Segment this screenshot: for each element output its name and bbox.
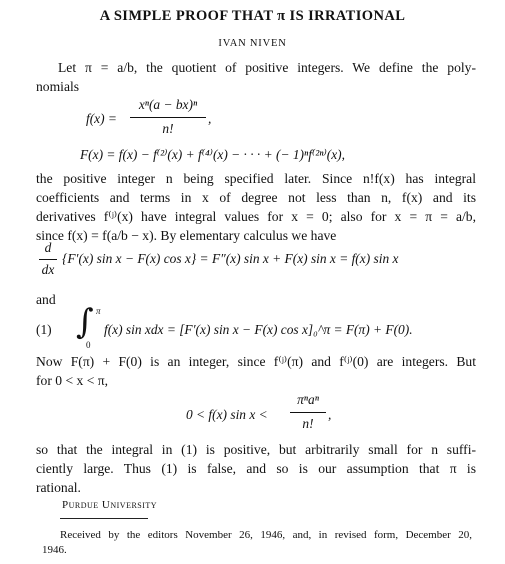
- conclusion-line-2: ciently large. Thus (1) is false, and so is our assumption that π is: [36, 461, 476, 476]
- eq1-numerator: xⁿ(a − bx)ⁿ: [138, 97, 198, 112]
- intro-line-1: Let π = a/b, the quotient of positive integers. We define the poly-: [58, 60, 476, 75]
- eq3-body: {F′(x) sin x − F(x) cos x} = F″(x) sin x + F(x) sin x = f(x) sin x: [62, 251, 399, 266]
- inequality-denominator: n!: [302, 416, 314, 431]
- body-line-3: derivatives f⁽ʲ⁾(x) have integral values for x = 0; also for x = π = a/b,: [36, 209, 476, 224]
- eq1-comma: ,: [208, 111, 212, 126]
- footnote: [42, 528, 472, 558]
- conclusion-paragraph: [36, 440, 476, 497]
- eq4-body: f(x) sin xdx = [F′(x) sin x − F(x) cos x]₀^π = F(π) + F(0).: [104, 322, 413, 337]
- inequality-comma: ,: [328, 407, 332, 422]
- inequality-numerator: πⁿaⁿ: [297, 392, 319, 407]
- eq3-fraction-bar: [39, 259, 57, 260]
- body-line-2: coefficients and terms in x of degree not less than n, f(x) and its: [36, 190, 476, 205]
- intro-line-2: nomials: [36, 79, 80, 94]
- footnote-line-2: 1946.: [42, 544, 67, 556]
- footnote-line-1: Received by the editors November 26, 1946, and, in revised form, December 20,: [60, 529, 472, 541]
- eq4-label: (1): [36, 322, 52, 337]
- eq1-denominator: n!: [162, 121, 174, 136]
- eq4-upper-limit: π: [96, 306, 101, 316]
- footnote-divider: [60, 518, 148, 519]
- body-paragraph: [36, 169, 476, 245]
- now-line-2: for 0 < x < π,: [36, 373, 109, 388]
- eq3-d: d: [44, 240, 52, 255]
- inequality-fraction-bar: [290, 412, 326, 413]
- now-paragraph: [36, 352, 476, 390]
- author-name: IVAN NIVEN: [218, 38, 287, 49]
- body-line-1: the positive integer n being specified later. Since n!f(x) has integral: [36, 171, 476, 186]
- and-text: and: [36, 292, 56, 307]
- body-line-4: since f(x) = f(a/b − x). By elementary calculus we have: [36, 228, 337, 243]
- eq3-dx: dx: [41, 262, 55, 277]
- conclusion-line-1: so that the integral in (1) is positive, but arbitrarily small for n suffi-: [36, 442, 476, 457]
- eq4-lower-limit: 0: [86, 340, 91, 350]
- eq1-fraction-bar: [130, 117, 206, 118]
- conclusion-line-3: rational.: [36, 480, 81, 495]
- affiliation: Purdue University: [62, 499, 158, 511]
- eq1-lhs: f(x) =: [86, 111, 117, 126]
- integral-sign-icon: ∫: [76, 302, 94, 342]
- inequality-lhs: 0 < f(x) sin x <: [186, 407, 268, 422]
- paper-title: A SIMPLE PROOF THAT π IS IRRATIONAL: [99, 8, 406, 24]
- now-line-1: Now F(π) + F(0) is an integer, since f⁽ʲ⁾(π) and f⁽ʲ⁾(0) are integers. But: [36, 354, 476, 369]
- intro-paragraph: [36, 58, 476, 96]
- eq2-definition: F(x) = f(x) − f⁽²⁾(x) + f⁽⁴⁾(x) − · · · + (− 1)ⁿf⁽²ⁿ⁾(x),: [80, 147, 345, 162]
